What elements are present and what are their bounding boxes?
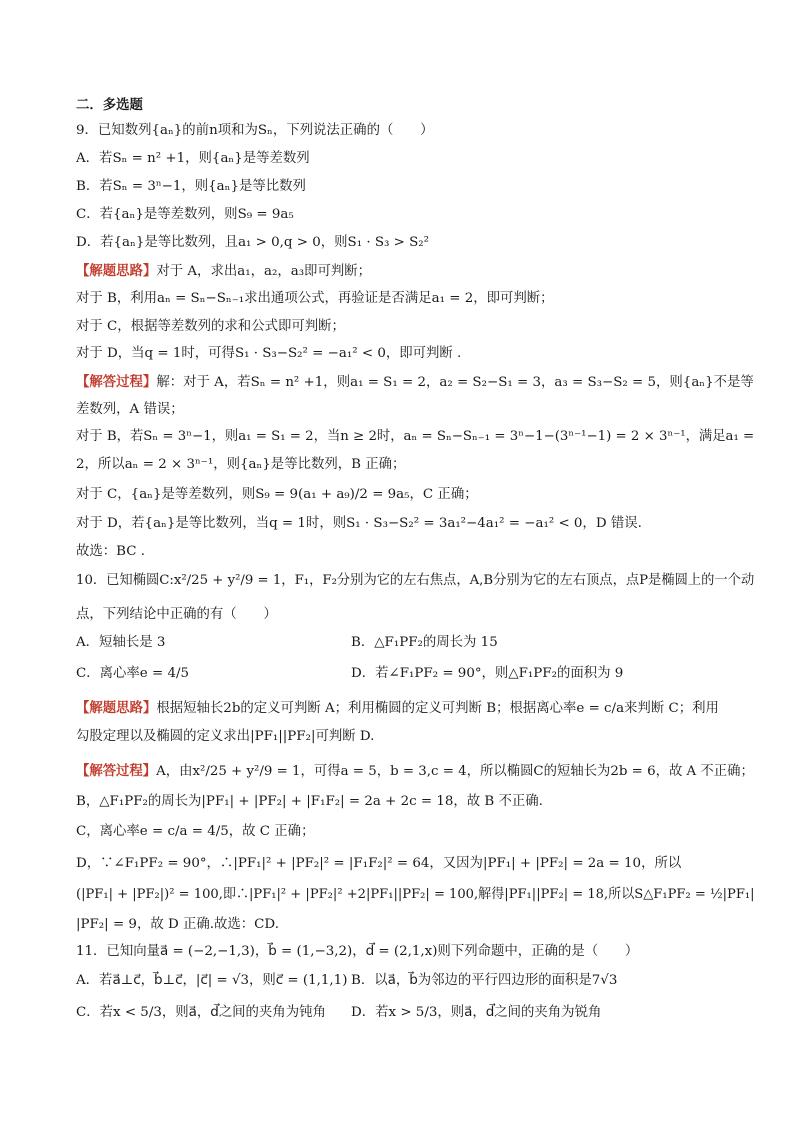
q10-stem-line-2: 点，下列结论中正确的有（ ） [76, 607, 277, 622]
q11-option-b: B．以a⃗，b⃗为邻边的平行四边形的面积是7√3 [351, 973, 618, 988]
q11-stem: 11．已知向量a⃗ = (−2,−1,3)，b⃗ = (1,−3,2)，d⃗ = (2,1,x)则下列命题中，正确的是（ ） [76, 944, 639, 959]
q10-proc-line-4: D，∵∠F₁PF₂ = 90°，∴|PF₁|² + |PF₂|² = |F₁F₂|² = 64，又因为|PF₁| + |PF₂| = 2a = 10，所以 [76, 856, 682, 871]
q10-idea-line-1 [76, 699, 719, 718]
q9-proc-text-1: 解：对于 A，若Sₙ = n² +1，则a₁ = S₁ = 2，a₂ = S₂−S₁ = 3，a₃ = S₃−S₂ = 5，则{aₙ}不是等 [156, 375, 754, 390]
section-title: 二．多选题 [76, 97, 143, 113]
q10-proc-line-2: B，△F₁PF₂的周长为|PF₁| + |PF₂| + |F₁F₂| = 2a + 2c = 18，故 B 不正确. [76, 794, 543, 809]
q9-proc-line-4: 2，所以aₙ = 2 × 3ⁿ⁻¹，则{aₙ}是等比数列，B 正确； [76, 457, 406, 472]
q10-proc-text-1: A，由x²/25 + y²/9 = 1，可得a = 5，b = 3,c = 4，所以椭圆C的短轴长为2b = 6，故 A 不正确； [156, 764, 754, 779]
q9-option-b: B．若Sₙ = 3ⁿ−1，则{aₙ}是等比数列 [76, 179, 306, 194]
q9-idea-line-3: 对于 C，根据等差数列的求和公式即可判断； [76, 319, 345, 334]
q9-proc-tag: 【解答过程】 [76, 374, 157, 390]
q10-proc-tag: 【解答过程】 [76, 763, 157, 779]
q10-idea-tag: 【解题思路】 [76, 700, 157, 716]
q9-idea-line-4: 对于 D，当q = 1时，可得S₁ · S₃−S₂² = −a₁² < 0，即可判断 . [76, 346, 462, 361]
q9-proc-line-3: 对于 B，若Sₙ = 3ⁿ−1，则a₁ = S₁ = 2，当n ≥ 2时，aₙ = Sₙ−Sₙ₋₁ = 3ⁿ−1−(3ⁿ⁻¹−1) = 2 × 3ⁿ⁻¹，满足a₁ = [76, 429, 755, 444]
q10-stem-line-1: 10．已知椭圆C:x²/25 + y²/9 = 1，F₁，F₂分别为它的左右焦点，A,B分别为它的左右顶点，点P是椭圆上的一个动 [76, 573, 755, 588]
q9-proc-line-1 [76, 373, 754, 392]
q10-idea-line-2: 勾股定理以及椭圆的定义求出|PF₁||PF₂|可判断 D. [76, 729, 375, 744]
q10-option-d: D．若∠F₁PF₂ = 90°，则△F₁PF₂的面积为 9 [351, 666, 624, 681]
q9-proc-line-5: 对于 C，{aₙ}是等差数列，则S₉ = 9(a₁ + a₉)/2 = 9a₅，C 正确； [76, 487, 478, 502]
q9-idea-text-1: 对于 A，求出a₁，a₂，a₃即可判断； [156, 264, 372, 279]
q11-option-a: A．若a⃗⊥c⃗，b⃗⊥c⃗，|c⃗| = √3，则c⃗ = (1,1,1) [76, 973, 348, 988]
q9-answer: 故选：BC . [76, 544, 146, 559]
q9-proc-line-6: 对于 D，若{aₙ}是等比数列，当q = 1时，则S₁ · S₃−S₂² = 3a₁²−4a₁² = −a₁² < 0，D 错误. [76, 516, 642, 531]
q9-option-c: C．若{aₙ}是等差数列，则S₉ = 9a₅ [76, 207, 294, 222]
q9-proc-line-2: 差数列，A 错误； [76, 402, 184, 417]
q10-proc-line-5: (|PF₁| + |PF₂|)² = 100,即∴|PF₁|² + |PF₂|² +2|PF₁||PF₂| = 100,解得|PF₁||PF₂| = 18,所以S△F₁PF₂ = ½|PF₁| [76, 887, 755, 902]
q10-idea-text-1: 根据短轴长2b的定义可判断 A；利用椭圆的定义可判断 B；根据离心率e = c/a来判断 C；利用 [156, 701, 719, 716]
q9-stem: 9．已知数列{aₙ}的前n项和为Sₙ，下列说法正确的（ ） [76, 123, 434, 138]
q11-option-c: C．若x < 5/3，则a⃗，d⃗之间的夹角为钝角 [76, 1005, 326, 1020]
q10-option-c: C．离心率e = 4/5 [76, 666, 190, 681]
q9-idea-tag: 【解题思路】 [76, 263, 157, 279]
q11-option-d: D．若x > 5/3，则a⃗，d⃗之间的夹角为锐角 [351, 1005, 602, 1020]
q9-option-a: A．若Sₙ = n² +1，则{aₙ}是等差数列 [76, 151, 310, 166]
q10-proc-line-3: C，离心率e = c/a = 4/5，故 C 正确； [76, 824, 315, 839]
q10-option-b: B．△F₁PF₂的周长为 15 [351, 635, 498, 650]
q9-idea-line-1 [76, 262, 371, 281]
q9-idea-line-2: 对于 B，利用aₙ = Sₙ−Sₙ₋₁求出通项公式，再验证是否满足a₁ = 2，即可判断； [76, 291, 554, 306]
q10-proc-line-6: |PF₂| = 9，故 D 正确.故选：CD. [76, 917, 279, 932]
q9-option-d: D．若{aₙ}是等比数列，且a₁ > 0,q > 0，则S₁ · S₃ > S₂² [76, 235, 430, 250]
q10-proc-line-1 [76, 762, 754, 781]
q10-option-a: A．短轴长是 3 [76, 635, 166, 650]
